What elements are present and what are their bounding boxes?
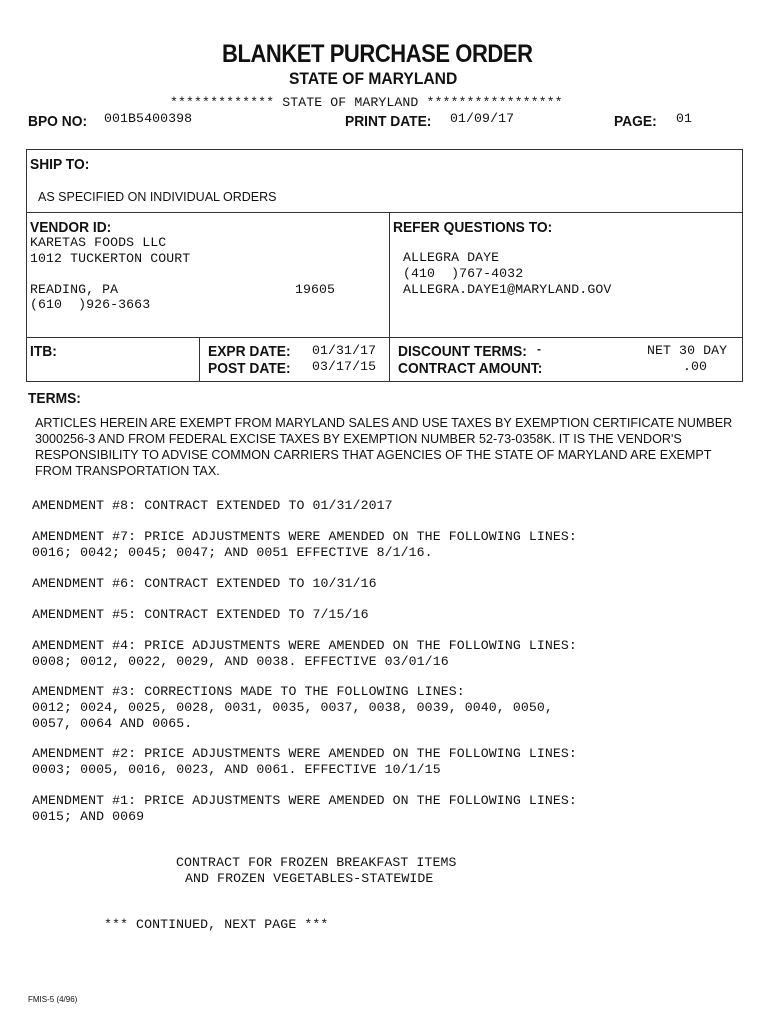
- ship-to-label: SHIP TO:: [30, 156, 90, 173]
- refer-questions-label: REFER QUESTIONS TO:: [393, 219, 553, 236]
- page-label: PAGE:: [614, 113, 657, 130]
- post-date-label: POST DATE:: [208, 360, 291, 377]
- continued-next-page: *** CONTINUED, NEXT PAGE ***: [104, 917, 329, 932]
- form-id: FMIS-5 (4/96): [28, 995, 78, 1004]
- refer-email: ALLEGRA.DAYE1@MARYLAND.GOV: [403, 282, 612, 297]
- vendor-name: KARETAS FOODS LLC: [30, 235, 167, 250]
- ship-to-value: AS SPECIFIED ON INDIVIDUAL ORDERS: [38, 190, 277, 204]
- contract-description-line1: CONTRACT FOR FROZEN BREAKFAST ITEMS: [176, 855, 457, 870]
- amendment-4-line1: AMENDMENT #4: PRICE ADJUSTMENTS WERE AMENDED ON THE FOLLOWING LINES:: [32, 638, 577, 653]
- bpo-value: 001B5400398: [104, 111, 193, 126]
- amendment-6: AMENDMENT #6: CONTRACT EXTENDED TO 10/31/16: [32, 576, 377, 591]
- print-date-value: 01/09/17: [450, 111, 515, 126]
- terms-paragraph: ARTICLES HEREIN ARE EXEMPT FROM MARYLAND SALES AND USE TAXES BY EXEMPTION CERTIFICATE NUMBER 3000256-3 AND FROM FEDERAL EXCISE TAXES BY EXEMPTION NUMBER 52-73-0358K. IT IS THE VENDOR'S RESPONSIBILITY TO ADVISE COMMON CARRIERS THAT AGENCIES OF THE STATE OF MARYLAND ARE EXEMPT FROM TRANSPORTATION TAX.: [35, 416, 733, 478]
- amendment-4-line2: 0008; 0012, 0022, 0029, AND 0038. EFFECTIVE 03/01/16: [32, 654, 449, 669]
- page-title: BLANKET PURCHASE ORDER: [222, 40, 533, 68]
- discount-terms-value: NET 30 DAY: [647, 343, 728, 358]
- discount-terms-label: DISCOUNT TERMS:: [398, 343, 527, 360]
- amendment-7-line2: 0016; 0042; 0045; 0047; AND 0051 EFFECTIVE 8/1/16.: [32, 545, 433, 560]
- post-date-value: 03/17/15: [312, 359, 377, 374]
- stars-line: ************* STATE OF MARYLAND *****************: [170, 95, 563, 110]
- vendor-city: READING, PA: [30, 282, 119, 297]
- terms-label: TERMS:: [28, 390, 81, 407]
- itb-label: ITB:: [30, 343, 57, 360]
- amendment-3-line3: 0057, 0064 AND 0065.: [32, 716, 193, 731]
- bpo-label: BPO NO:: [28, 113, 88, 130]
- amendment-2-line1: AMENDMENT #2: PRICE ADJUSTMENTS WERE AMENDED ON THE FOLLOWING LINES:: [32, 746, 577, 761]
- vendor-phone: (610 )926-3663: [30, 297, 151, 312]
- amendment-3-line1: AMENDMENT #3: CORRECTIONS MADE TO THE FOLLOWING LINES:: [32, 684, 465, 699]
- amendment-1-line2: 0015; AND 0069: [32, 809, 145, 824]
- page-subtitle: STATE OF MARYLAND: [289, 69, 458, 88]
- vendor-street: 1012 TUCKERTON COURT: [30, 251, 191, 266]
- divider-vendor-refer: [389, 212, 390, 382]
- expr-date-value: 01/31/17: [312, 343, 377, 358]
- amendment-3-line2: 0012; 0024, 0025, 0028, 0031, 0035, 0037, 0038, 0039, 0040, 0050,: [32, 700, 553, 715]
- amendment-5: AMENDMENT #5: CONTRACT EXTENDED TO 7/15/16: [32, 607, 369, 622]
- divider-ship: [26, 212, 743, 213]
- divider-itb: [199, 337, 200, 382]
- expr-date-label: EXPR DATE:: [208, 343, 291, 360]
- page-value: 01: [676, 111, 693, 126]
- amendment-1-line1: AMENDMENT #1: PRICE ADJUSTMENTS WERE AMENDED ON THE FOLLOWING LINES:: [32, 793, 577, 808]
- amendment-2-line2: 0003; 0005, 0016, 0023, AND 0061. EFFECTIVE 10/1/15: [32, 762, 441, 777]
- amendment-8: AMENDMENT #8: CONTRACT EXTENDED TO 01/31/2017: [32, 498, 393, 513]
- refer-phone: (410 )767-4032: [403, 266, 524, 281]
- vendor-id-label: VENDOR ID:: [30, 219, 112, 236]
- contract-amount-value: .00: [683, 359, 708, 374]
- contract-description-line2: AND FROZEN VEGETABLES-STATEWIDE: [185, 871, 434, 886]
- refer-name: ALLEGRA DAYE: [403, 250, 500, 265]
- print-date-label: PRINT DATE:: [345, 113, 432, 130]
- amendment-7-line1: AMENDMENT #7: PRICE ADJUSTMENTS WERE AMENDED ON THE FOLLOWING LINES:: [32, 529, 577, 544]
- divider-vendor: [26, 337, 743, 338]
- discount-terms-mark: -: [537, 342, 541, 356]
- contract-amount-label: CONTRACT AMOUNT:: [398, 360, 543, 377]
- vendor-zip: 19605: [295, 282, 336, 297]
